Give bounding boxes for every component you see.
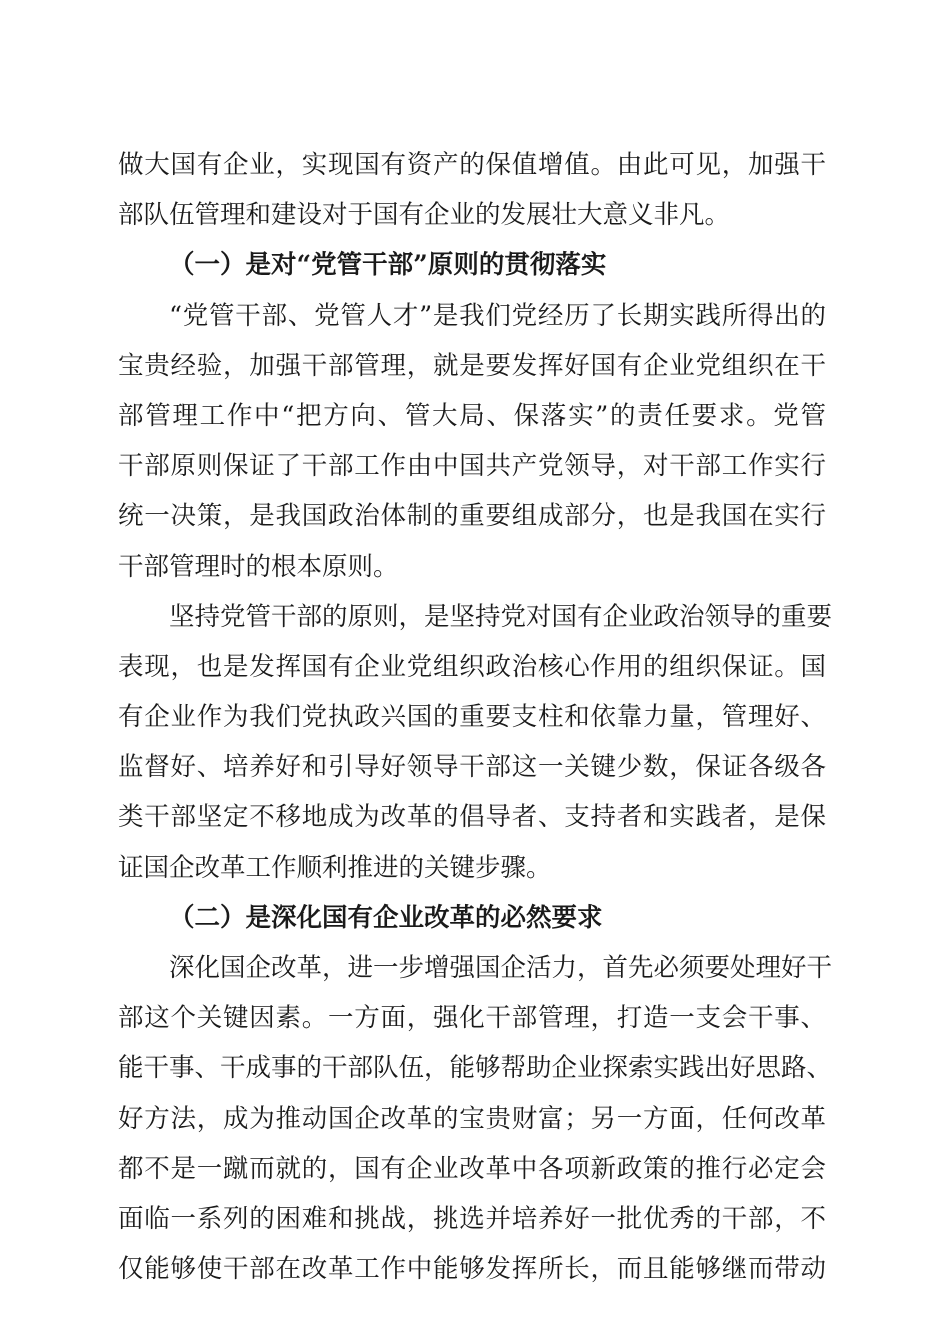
paragraph-line: 做大国有企业，实现国有资产的保值增值。由此可见，加强干 [118, 150, 826, 180]
paragraph-line: 好方法，成为推动国企改革的宝贵财富；另一方面，任何改革 [118, 1103, 826, 1134]
paragraph-line: 坚持党管干部的原则，是坚持党对国有企业政治领导的重要 [169, 601, 833, 632]
paragraph-line: 部管理工作中“把方向、管大局、保落实”的责任要求。党管 [118, 400, 826, 431]
paragraph-line: 表现，也是发挥国有企业党组织政治核心作用的组织保证。国 [118, 651, 826, 682]
paragraph-line: 部队伍管理和建设对于国有企业的发展壮大意义非凡。 [118, 200, 731, 231]
section-heading: （二）是深化国有企业改革的必然要求 [169, 902, 603, 933]
paragraph-line: 仅能够使干部在改革工作中能够发挥所长，而且能够继而带动 [118, 1254, 826, 1285]
paragraph-line: 面临一系列的困难和挑战，挑选并培养好一批优秀的干部，不 [118, 1203, 826, 1234]
paragraph-line: 有企业作为我们党执政兴国的重要支柱和依靠力量，管理好、 [118, 702, 826, 733]
paragraph-line: 干部原则保证了干部工作由中国共产党领导，对干部工作实行 [118, 451, 826, 482]
paragraph-line: 监督好、培养好和引导好领导干部这一关键少数，保证各级各 [118, 752, 826, 783]
paragraph-line: 统一决策，是我国政治体制的重要组成部分，也是我国在实行 [118, 501, 826, 532]
paragraph-line: 类干部坚定不移地成为改革的倡导者、支持者和实践者，是保 [118, 802, 826, 833]
paragraph-line: 宝贵经验，加强干部管理，就是要发挥好国有企业党组织在干 [118, 350, 826, 381]
section-heading: （一）是对“党管干部”原则的贯彻落实 [169, 250, 607, 281]
paragraph-line: 都不是一蹴而就的，国有企业改革中各项新政策的推行必定会 [118, 1153, 826, 1184]
paragraph-line: 证国企改革工作顺利推进的关键步骤。 [118, 852, 552, 883]
paragraph-line: 部这个关键因素。一方面，强化干部管理，打造一支会干事、 [118, 1003, 826, 1034]
paragraph-line: “党管干部、党管人才”是我们党经历了长期实践所得出的 [169, 300, 826, 331]
document-body [118, 140, 833, 1294]
paragraph-line: 深化国企改革，进一步增强国企活力，首先必须要处理好干 [169, 953, 833, 983]
paragraph-line: 干部管理时的根本原则。 [118, 551, 399, 582]
paragraph-line: 能干事、干成事的干部队伍，能够帮助企业探索实践出好思路、 [118, 1053, 833, 1084]
